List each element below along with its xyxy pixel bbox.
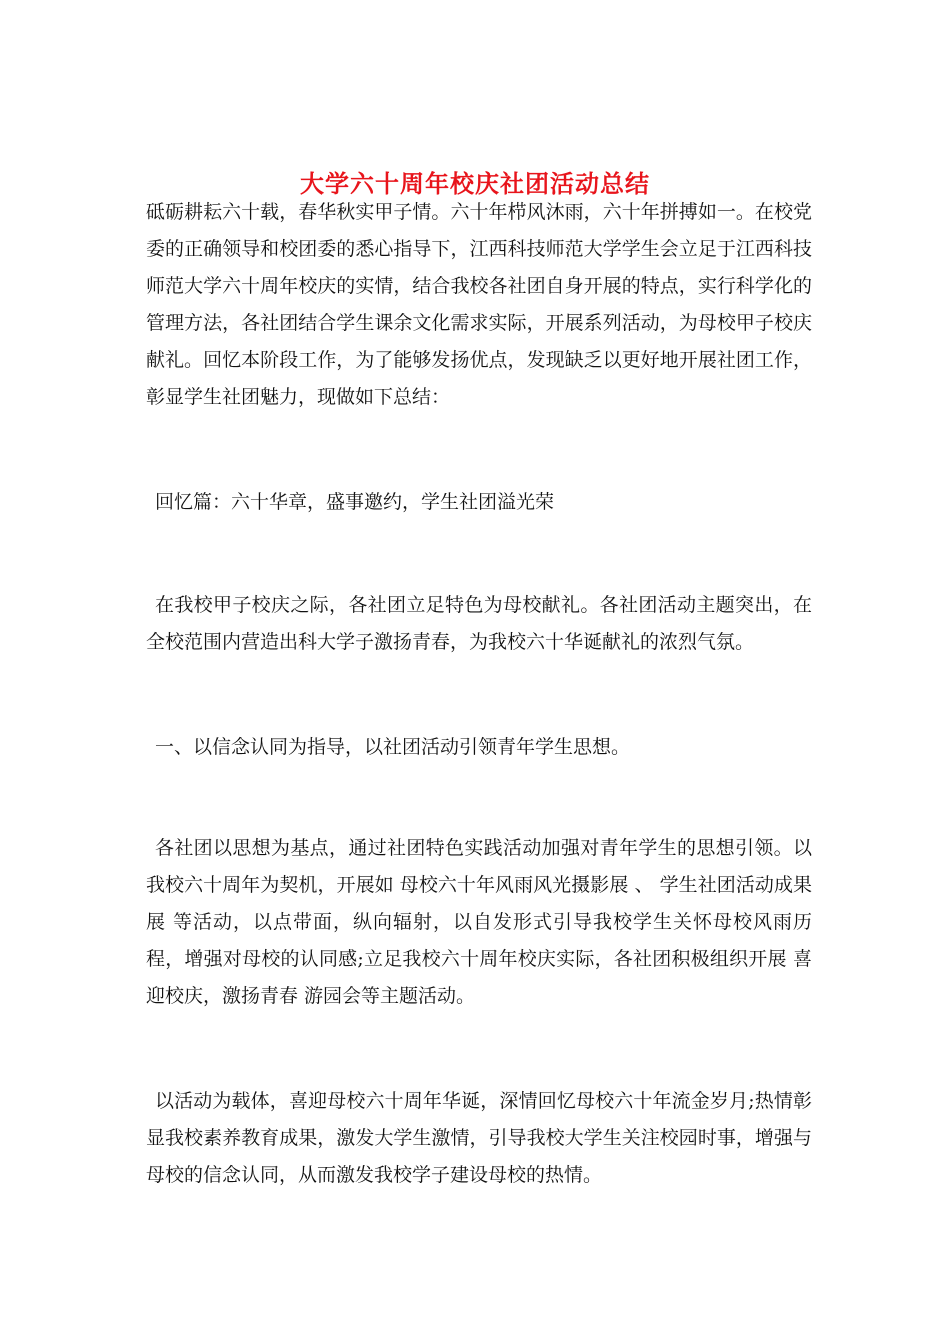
body-paragraph-1: 在我校甲子校庆之际，各社团立足特色为母校献礼。各社团活动主题突出，在全校范围内营造出科大学子激扬青春，为我校六十华诞献礼的浓烈气氛。 — [146, 594, 812, 653]
document-title: 大学六十周年校庆社团活动总结 — [300, 169, 650, 199]
body-paragraph-3: 以活动为载体，喜迎母校六十周年华诞，深情回忆母校六十年流金岁月;热情彰显我校素养教育成果，激发大学生激情，引导我校大学生关注校园时事，增强与母校的信念认同，从而激发我校学子建设母校的热情。 — [146, 1090, 812, 1186]
intro-paragraph: 砥砺耕耘六十载，春华秋实甲子情。六十年栉风沐雨，六十年拼搏如一。在校党委的正确领导和校团委的悉心指导下，江西科技师范大学学生会立足于江西科技师范大学六十周年校庆的实情，结合我校各社团自身开展的特点，实行科学化的管理方法，各社团结合学生课余文化需求实际，开展系列活动，为母校甲子校庆献礼。回忆本阶段工作，为了能够发扬优点，发现缺乏以更好地开展社团工作，彰显学生社团魅力，现做如下总结： — [146, 201, 812, 408]
body-paragraph-2: 各社团以思想为基点，通过社团特色实践活动加强对青年学生的思想引领。以我校六十周年为契机，开展如 母校六十年风雨风光摄影展 、 学生社团活动成果展 等活动，以点带面，纵向辐射，以自发形式引导我校学生关怀母校风雨历程，增强对母校的认同感;立足我校六十周年校庆实际，各社团积极组织开展 喜迎校庆，激扬青春 游园会等主题活动。 — [146, 837, 812, 1007]
section-heading-1: 一、以信念认同为指导，以社团活动引领青年学生思想。 — [155, 736, 631, 758]
section-heading-recollection: 回忆篇：六十华章，盛事邀约，学生社团溢光荣 — [155, 491, 555, 513]
